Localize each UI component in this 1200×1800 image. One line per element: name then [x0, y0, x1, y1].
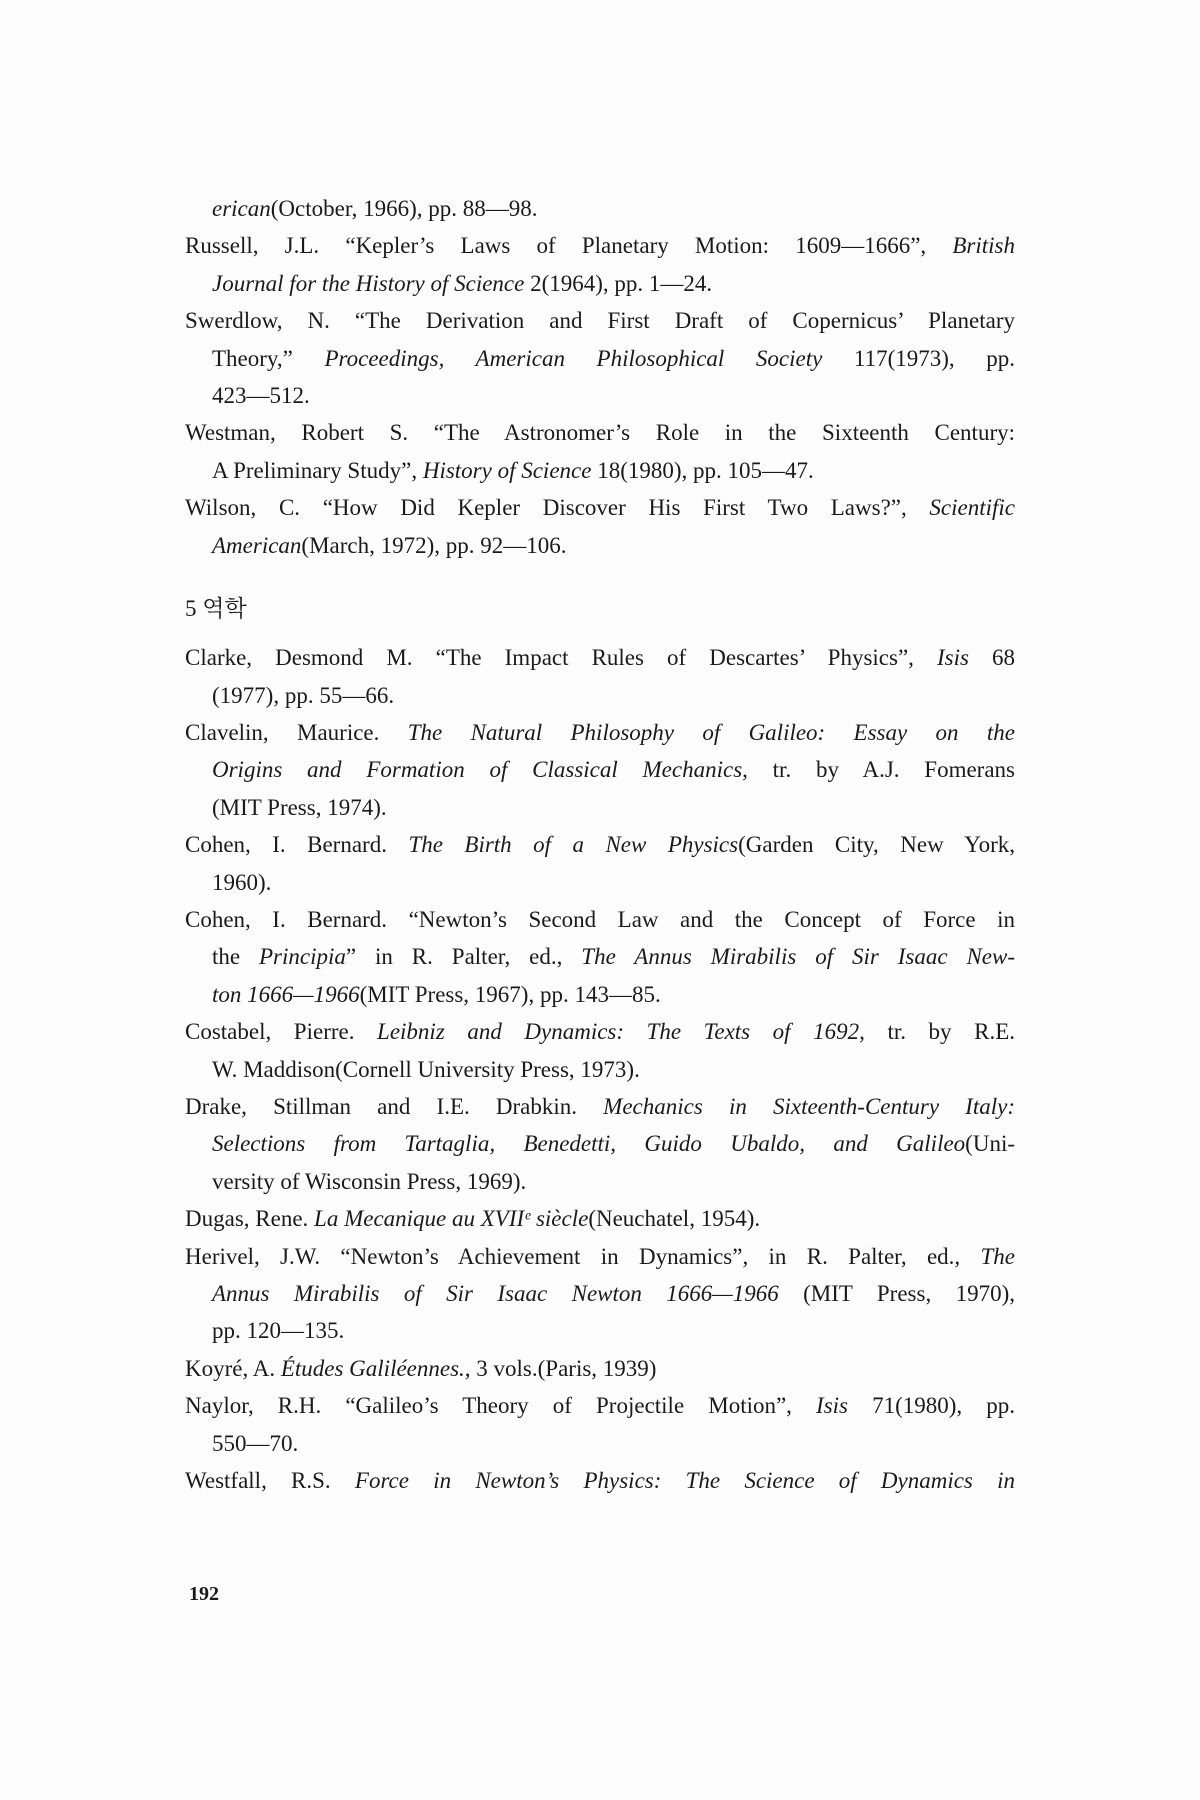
bibliography-entry	[185, 1200, 1015, 1237]
entry-line	[185, 938, 1015, 975]
citation-text: 18(1980), pp. 105—47.	[591, 457, 814, 483]
bibliography-entry	[185, 227, 1015, 302]
citation-text: (MIT Press, 1974).	[212, 794, 387, 820]
entry-line	[185, 265, 1015, 302]
citation-text: Clarke, Desmond M. “The Impact Rules of Descartes’ Physics”,	[185, 645, 937, 671]
entry-line	[185, 527, 1015, 564]
citation-text: 2(1964), pp. 1—24.	[524, 270, 713, 296]
italic-title-text: American	[212, 532, 302, 558]
citation-text: (Neuchatel, 1954).	[588, 1206, 761, 1232]
citation-text: Westfall, R.S.	[185, 1467, 355, 1493]
citation-text: Theory,”	[212, 345, 325, 371]
entry-line	[185, 340, 1015, 377]
bibliography-entry	[185, 414, 1015, 489]
citation-text: tr. by A.J. Fomerans	[747, 757, 1015, 783]
entry-line	[185, 1238, 1015, 1275]
citation-text: W. Maddison(Cornell University Press, 1973).	[212, 1056, 640, 1082]
citation-text: Swerdlow, N. “The Derivation and First Draft of Copernicus’ Planetary	[185, 308, 1015, 334]
citation-text: (March, 1972), pp. 92—106.	[301, 532, 567, 558]
entry-line	[185, 714, 1015, 751]
italic-title-text: Leibniz and Dynamics: The Texts of 1692,	[377, 1019, 865, 1045]
entry-line	[185, 1125, 1015, 1162]
citation-text: versity of Wisconsin Press, 1969).	[212, 1168, 527, 1194]
entry-line	[185, 489, 1015, 526]
entry-line	[185, 1387, 1015, 1424]
entry-line	[185, 1312, 1015, 1349]
citation-text: Naylor, R.H. “Galileo’s Theory of Projectile Motion”,	[185, 1393, 817, 1419]
italic-title-text: The	[980, 1243, 1015, 1269]
bibliography-entry	[185, 190, 1015, 227]
citation-text: 550—70.	[212, 1430, 299, 1456]
citation-text: the	[212, 944, 259, 970]
bibliography-entry	[185, 1387, 1015, 1462]
citation-text: Westman, Robert S. “The Astronomer’s Role in the Sixteenth Century:	[185, 420, 1015, 446]
citation-text: 71(1980), pp.	[847, 1393, 1015, 1419]
italic-title-text: Force in Newton’s Physics: The Science of Dynamics in	[354, 1467, 1015, 1493]
citation-text: (MIT Press, 1967), pp. 143—85.	[359, 981, 661, 1007]
citation-text: (October, 1966), pp. 88—98.	[270, 196, 538, 221]
entry-line	[185, 377, 1015, 414]
bibliography-section-astronomy	[185, 190, 1015, 564]
italic-title-text: La Mecanique au XVIIᵉ siècle	[314, 1206, 589, 1232]
citation-text: (1977), pp. 55—66.	[212, 682, 395, 708]
entry-line	[185, 901, 1015, 938]
citation-text: A Preliminary Study”,	[212, 457, 423, 483]
italic-title-text: Proceedings, American Philosophical Society	[324, 345, 823, 371]
bibliography-entry	[185, 1462, 1015, 1499]
entry-line	[185, 751, 1015, 788]
citation-text: tr. by R.E.	[864, 1019, 1015, 1045]
italic-title-text: The Natural Philosophy of Galileo: Essay on the	[407, 720, 1015, 746]
italic-title-text: Isis	[816, 1393, 848, 1419]
italic-title-text: Scientific	[929, 495, 1015, 521]
citation-text: Cohen, I. Bernard. “Newton’s Second Law and the Concept of Force in	[185, 907, 1015, 933]
citation-text: (MIT Press, 1970),	[778, 1280, 1015, 1306]
entry-line	[185, 227, 1015, 264]
italic-title-text: The Annus Mirabilis of Sir Isaac New-	[581, 944, 1015, 970]
entry-line	[185, 1013, 1015, 1050]
entry-line	[185, 1425, 1015, 1462]
citation-text: Russell, J.L. “Kepler’s Laws of Planetary Motion: 1609—1666”,	[185, 233, 953, 259]
citation-text: ” in R. Palter, ed.,	[345, 944, 582, 970]
entry-line	[185, 789, 1015, 826]
italic-title-text: Principia	[259, 944, 346, 970]
italic-title-text: History of Science	[422, 457, 592, 483]
bibliography-section-mechanics	[185, 639, 1015, 1499]
bibliography-entry	[185, 639, 1015, 714]
entry-line	[185, 414, 1015, 451]
entry-line	[185, 190, 1015, 227]
bibliography-entry	[185, 1088, 1015, 1200]
citation-text: 423—512.	[212, 382, 310, 408]
bibliography-entry	[185, 826, 1015, 901]
section-heading: 5 역학	[185, 595, 247, 621]
citation-text: , 3 vols.(Paris, 1939)	[464, 1355, 657, 1381]
citation-text: Cohen, I. Bernard.	[185, 832, 409, 858]
bibliography-entry	[185, 901, 1015, 1013]
entry-line	[185, 1462, 1015, 1499]
citation-text: Drake, Stillman and I.E. Drabkin.	[185, 1093, 604, 1119]
entry-line	[185, 1275, 1015, 1312]
entry-line	[185, 677, 1015, 714]
bibliography-entry	[185, 1013, 1015, 1088]
citation-text: Dugas, Rene.	[185, 1206, 315, 1232]
italic-title-text: Origins and Formation of Classical Mechanics,	[212, 757, 748, 783]
bibliography	[185, 190, 1015, 1499]
italic-title-text: Mechanics in Sixteenth-Century Italy:	[603, 1093, 1015, 1119]
bibliography-entry	[185, 714, 1015, 826]
entry-line	[185, 1051, 1015, 1088]
citation-text: Koyré, A.	[185, 1355, 281, 1381]
bibliography-entry	[185, 302, 1015, 414]
entry-line	[185, 1200, 1015, 1237]
citation-text: Costabel, Pierre.	[185, 1019, 378, 1045]
citation-text: Clavelin, Maurice.	[185, 720, 408, 746]
italic-title-text: Journal for the History of Science	[212, 270, 525, 296]
italic-title-text: Annus Mirabilis of Sir Isaac Newton 1666—1966	[212, 1280, 779, 1306]
citation-text: pp. 120—135.	[212, 1318, 345, 1344]
italic-title-text: erican	[212, 196, 271, 221]
italic-title-text: ton 1666—1966	[212, 981, 360, 1007]
entry-line	[185, 1163, 1015, 1200]
entry-line	[185, 302, 1015, 339]
italic-title-text: Isis	[936, 645, 969, 671]
entry-line	[185, 976, 1015, 1013]
citation-text: (Uni-	[965, 1131, 1015, 1157]
bibliography-entry	[185, 1238, 1015, 1350]
entry-line	[185, 1088, 1015, 1125]
italic-title-text: The Birth of a New Physics	[408, 832, 739, 858]
entry-line	[185, 1350, 1015, 1387]
entry-line	[185, 452, 1015, 489]
italic-title-text: British	[952, 233, 1015, 259]
entry-line	[185, 864, 1015, 901]
citation-text: Wilson, C. “How Did Kepler Discover His First Two Laws?”,	[185, 495, 930, 521]
citation-text: 68	[968, 645, 1015, 671]
entry-line	[185, 639, 1015, 676]
citation-text: 1960).	[212, 869, 272, 895]
italic-title-text: Selections from Tartaglia, Benedetti, Guido Ubaldo, and Galileo	[212, 1131, 966, 1157]
italic-title-text: Études Galiléennes.	[280, 1355, 465, 1381]
bibliography-entry	[185, 1350, 1015, 1387]
bibliography-entry	[185, 489, 1015, 564]
page-number: 192	[189, 1583, 219, 1605]
citation-text: Herivel, J.W. “Newton’s Achievement in Dynamics”, in R. Palter, ed.,	[185, 1243, 981, 1269]
citation-text: 117(1973), pp.	[822, 345, 1015, 371]
entry-line	[185, 826, 1015, 863]
citation-text: (Garden City, New York,	[738, 832, 1015, 858]
